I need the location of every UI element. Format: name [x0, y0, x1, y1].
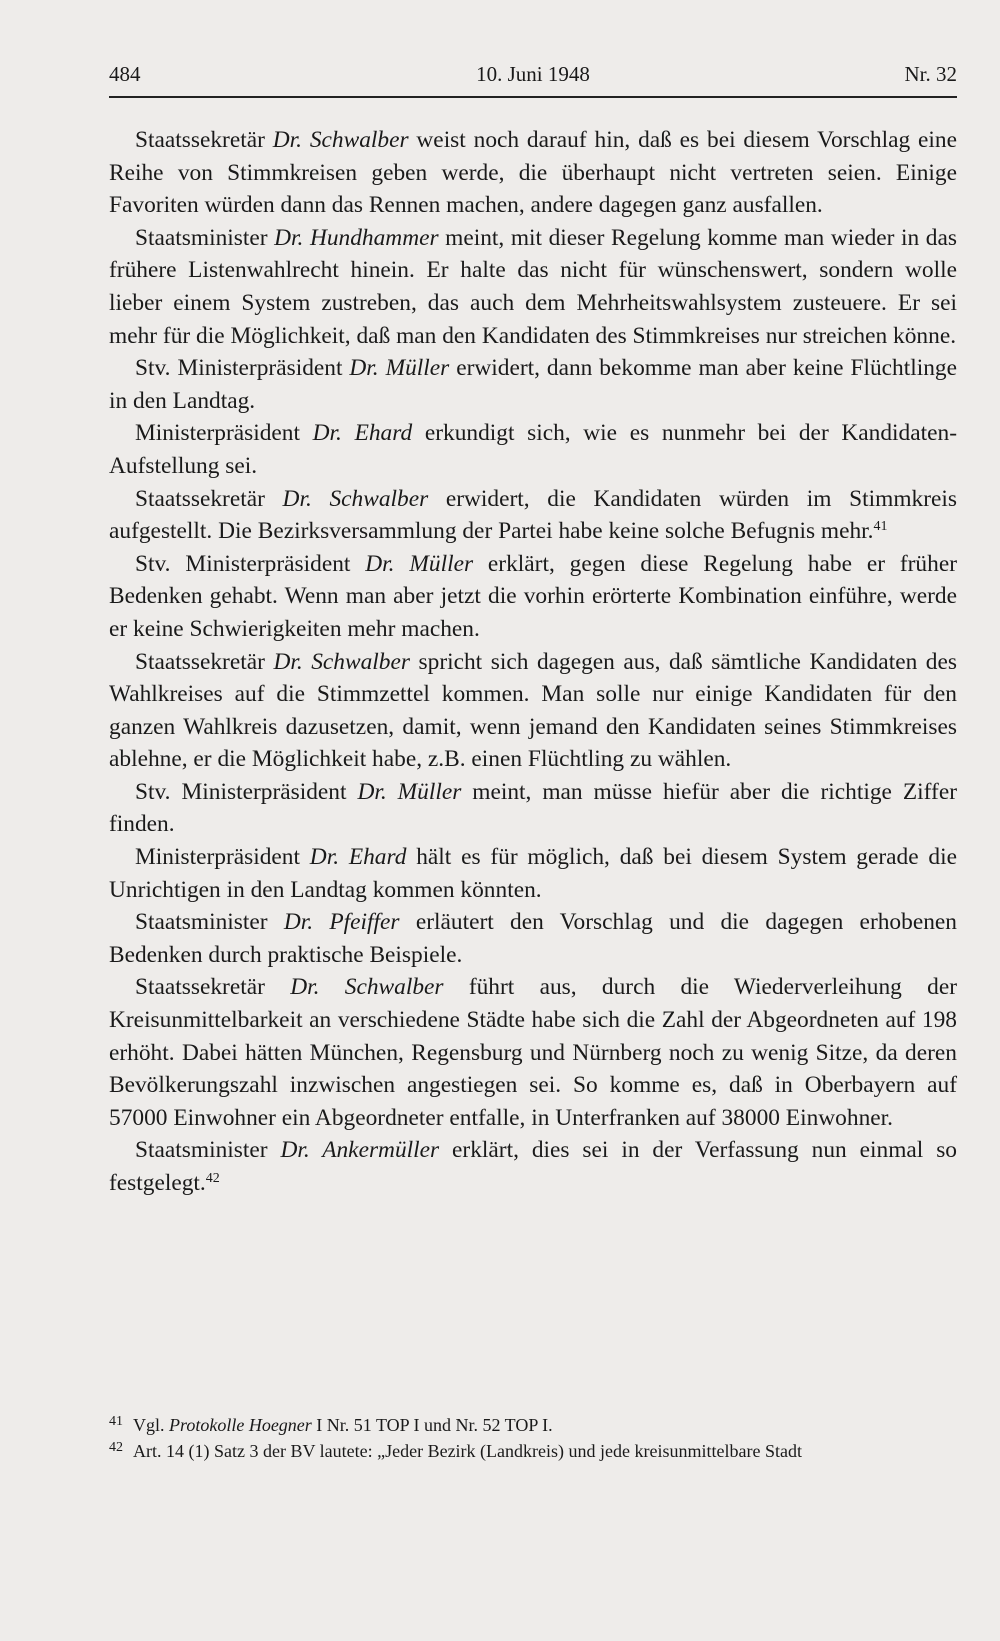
speaker-name: Ehard: [354, 420, 413, 447]
speaker-name: Ankermüller: [322, 1137, 440, 1164]
speaker-role: Stv. Ministerpräsident: [135, 550, 366, 577]
paragraph-text: spricht sich dagegen aus, daß sämtliche Kandidaten des Wahlkreises auf die Stimmzettel kommen. Man solle nur einige Kandidaten für den ganzen Wahlkreis dazusetzen, damit, wenn jemand den Kandidaten seines Stimmkreises ablehne, er die Möglichkeit habe, z.B. einen Flüchtling zu wählen.: [109, 648, 957, 773]
speaker-role: Stv. Ministerpräsident: [135, 778, 358, 805]
speaker-title: Dr.: [290, 974, 345, 1001]
footnote: [109, 1438, 957, 1464]
paragraph: [109, 548, 957, 646]
speaker-role: Staatssekretär: [135, 648, 274, 675]
paragraph-text: erwidert, die Kandidaten würden im Stimmkreis aufgestellt. Die Bezirksversammlung der Partei habe keine solche Befugnis mehr.: [109, 485, 957, 545]
speaker-title: Dr.: [365, 550, 410, 577]
paragraph: [109, 776, 957, 841]
footnote-number: 41: [109, 1414, 123, 1429]
speaker-title: Dr.: [283, 909, 330, 936]
header-date: 10. Juni 1948: [476, 62, 590, 86]
footnote-reference: 42: [205, 1171, 220, 1186]
paragraph-text: meint, man müsse hiefür aber die richtige Ziffer finden.: [109, 778, 957, 838]
paragraph: [109, 483, 957, 548]
paragraph-text: führt aus, durch die Wiederverleihung der Kreisunmittelbarkeit an verschiedene Städte habe sich die Zahl der Abgeordneten auf 198 erhöht. Dabei hätten München, Regensburg und Nürnberg noch zu wenig Sitze, da deren Bevölkerungszahl inzwischen angestiegen sei. So komme es, daß in Oberbayern auf 57000 Einwohner ein Abgeordneter entfalle, in Unterfranken auf 38000 Einwohner.: [109, 974, 957, 1131]
paragraph-text: erläutert den Vorschlag und die dagegen erhobenen Bedenken durch praktische Beispiele.: [109, 909, 957, 968]
speaker-role: Staatssekretär: [135, 974, 291, 1001]
speaker-role: Staatsminister: [135, 1137, 281, 1164]
speaker-role: Ministerpräsident: [135, 844, 310, 871]
paragraph: [109, 906, 957, 971]
speaker-name: Schwalber: [329, 485, 429, 512]
footnote-text: Art. 14 (1) Satz 3 der BV lautete: „Jeder Bezirk (Landkreis) und jede kreisunmittelbare Stadt: [133, 1441, 802, 1461]
speaker-role: Staatssekretär: [135, 485, 283, 512]
paragraph-text: weist noch darauf hin, daß es bei diesem Vorschlag eine Reihe von Stimmkreisen geben werde, die überhaupt nicht vertreten seien. Einige Favoriten würden dann das Rennen machen, andere dagegen ganz ausfallen.: [109, 127, 957, 219]
speaker-title: Dr.: [282, 485, 330, 512]
paragraph-text: meint, mit dieser Regelung komme man wieder in das frühere Listenwahlrecht hinein. Er halte das nicht für wünschenswert, sondern wolle lieber einem System zustreben, das auch dem Mehrheitswahlsystem zusteuere. Er sei mehr für die Möglichkeit, daß man den Kandidaten des Stimmkreises nur streichen könne.: [109, 224, 957, 349]
speaker-role: Stv. Ministerpräsident: [135, 355, 350, 382]
speaker-title: Dr.: [273, 648, 312, 675]
page-number: 484: [109, 62, 141, 86]
body-text: [109, 124, 957, 1200]
speaker-role: Staatsminister: [135, 909, 284, 936]
footnote-citation: Protokolle Hoegner: [169, 1415, 312, 1435]
footnote-text: I Nr. 51 TOP I und Nr. 52 TOP I.: [311, 1415, 553, 1435]
speaker-title: Dr.: [312, 420, 355, 447]
paragraph-text: hält es für möglich, daß bei diesem System gerade die Unrichtigen in den Landtag kommen könnten.: [109, 844, 957, 903]
footnotes: [109, 1412, 957, 1464]
paragraph: [109, 1134, 957, 1199]
paragraph-text: erklärt, gegen diese Regelung habe er früher Bedenken gehabt. Wenn man aber jetzt die vorhin erörterte Kombination einführe, werde er keine Schwierigkeiten mehr machen.: [109, 550, 957, 642]
header-rule: [109, 96, 957, 98]
speaker-name: Schwalber: [344, 974, 444, 1001]
speaker-title: Dr.: [349, 355, 386, 382]
speaker-title: Dr.: [274, 224, 310, 251]
speaker-role: Staatsminister: [135, 224, 275, 251]
speaker-name: Müller: [385, 355, 450, 382]
paragraph: [109, 417, 957, 482]
speaker-title: Dr.: [280, 1137, 323, 1164]
paragraph: [109, 646, 957, 776]
speaker-title: Dr.: [309, 844, 349, 871]
speaker-name: Schwalber: [311, 648, 410, 675]
speaker-name: Müller: [409, 550, 474, 577]
running-header: [109, 62, 957, 92]
speaker-name: Pfeiffer: [329, 909, 400, 936]
paragraph: [109, 971, 957, 1134]
speaker-name: Müller: [397, 778, 462, 805]
paragraph-text: erkundigt sich, wie es nunmehr bei der Kandidaten-Aufstellung sei.: [109, 420, 957, 479]
speaker-title: Dr.: [357, 778, 398, 805]
footnote: [109, 1412, 957, 1438]
footnote-reference: 41: [873, 519, 888, 535]
paragraph: [109, 222, 957, 352]
speaker-role: Ministerpräsident: [135, 420, 313, 447]
paragraph: [109, 841, 957, 906]
speaker-name: Ehard: [348, 844, 407, 871]
speaker-name: Hundhammer: [309, 224, 439, 251]
speaker-name: Schwalber: [309, 127, 409, 153]
footnote-number: 42: [109, 1440, 123, 1455]
paragraph-text: erwidert, dann bekomme man aber keine Flüchtlinge in den Landtag.: [109, 355, 957, 414]
issue-number: Nr. 32: [904, 62, 957, 86]
paragraph: [109, 124, 957, 222]
paragraph-text: erklärt, dies sei in der Verfassung nun einmal so festgelegt.: [109, 1137, 957, 1196]
footnote-text: Vgl.: [133, 1415, 169, 1435]
paragraph: [109, 352, 957, 417]
speaker-title: Dr.: [272, 127, 310, 153]
speaker-role: Staatssekretär: [135, 127, 273, 153]
